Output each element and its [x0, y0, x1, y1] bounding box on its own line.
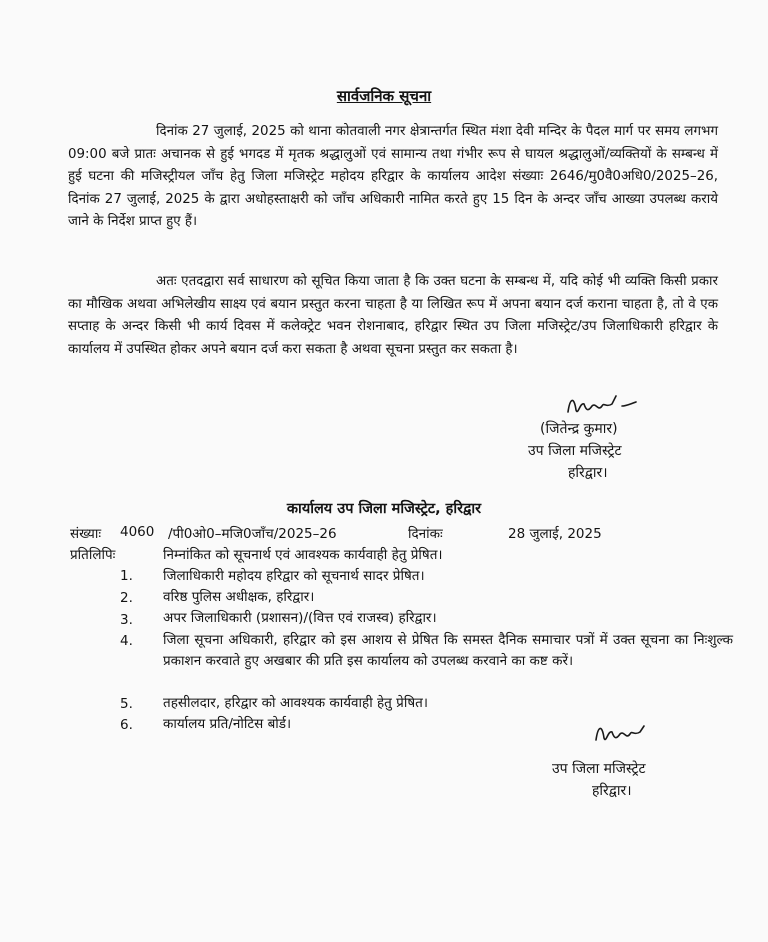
notice-paragraph-2: अतः एतदद्वारा सर्व साधारण को सूचित किया जाता है कि उक्त घटना के सम्बन्ध में, यदि कोई भी व्यक्ति किसी प्रकार का मौखिक अथवा अभिलेखीय साक्ष्य एवं बयान प्रस्तुत करना चाहता है या लिखित रूप में अपना बयान दर्ज कराना चाहता है, तो वे एक सप्ताह के अन्दर किसी भी कार्य दिवस में कलेक्ट्रेट भवन रोशनाबाद, हरिद्वार स्थित उप जिला मजिस्ट्रेट/उप जिलाधिकारी हरिद्वार के कार्यालय में उपस्थित होकर अपने बयान दर्ज करा सकता है अथवा सूचना प्रस्तुत कर सकता है।	[68, 274, 718, 357]
list-item-text: कार्यालय प्रति/नोटिस बोर्ड।	[163, 716, 292, 732]
list-item-text: जिला सूचना अधिकारी, हरिद्वार को इस आशय से प्रेषित कि समस्त दैनिक समाचार पत्रों में उक्त सूचना का निःशुल्क प्रकाशन करवाते हुए अखबार की प्रति इस कार्यालय को उपलब्ध करवाने का कष्ट करें।	[163, 632, 733, 669]
signature-block-2	[552, 758, 646, 802]
ref-code: /पी0ओ0–मजि0जाँच/2025–26	[168, 526, 337, 542]
date-label: दिनांकः	[408, 526, 443, 542]
notice-heading-text: सार्वजनिक सूचना	[336, 87, 432, 105]
list-item-text: वरिष्ठ पुलिस अधीक्षक, हरिद्वार।	[163, 589, 315, 605]
signatory-place: हरिद्वार।	[568, 465, 608, 481]
signatory-place: हरिद्वार।	[592, 783, 632, 799]
signature-2	[592, 720, 672, 752]
notice-heading	[0, 86, 768, 106]
ref-number: 4060	[120, 524, 155, 540]
list-item-number: 5.	[120, 696, 133, 712]
list-item-text: अपर जिलाधिकारी (प्रशासन)/(वित्त एवं राजस्व) हरिद्वार।	[163, 610, 437, 626]
list-item-text: तहसीलदार, हरिद्वार को आवश्यक कार्यवाही हेतु प्रेषित।	[163, 695, 428, 711]
list-item-number: 3.	[120, 612, 133, 628]
list-item-number: 6.	[120, 717, 133, 733]
list-item-number: 1.	[120, 568, 133, 584]
ref-label: संख्याः	[70, 526, 102, 542]
ref-date: 28 जुलाई, 2025	[508, 526, 602, 542]
office-title: कार्यालय उप जिला मजिस्ट्रेट, हरिद्वार	[286, 501, 482, 517]
signature-block-1	[528, 418, 622, 484]
signatory-title: उप जिला मजिस्ट्रेट	[528, 443, 622, 459]
copy-intro: निम्नांकित को सूचनार्थ एवं आवश्यक कार्यवाही हेतु प्रेषित।	[163, 547, 443, 563]
copy-label: प्रतिलिपिः	[70, 547, 116, 563]
list-item-text: जिलाधिकारी महोदय हरिद्वार को सूचनार्थ सादर प्रेषित।	[163, 568, 425, 584]
signatory-name: (जितेन्द्र कुमार)	[540, 421, 618, 437]
list-item-number: 4.	[120, 633, 133, 649]
notice-paragraph-1: दिनांक 27 जुलाई, 2025 को थाना कोतवाली नगर क्षेत्रान्तर्गत स्थित मंशा देवी मन्दिर के पैदल मार्ग पर समय लगभग 09:00 बजे प्रातः अचानक से हुई भगदड में मृतक श्रद्धालुओं एवं सामान्य तथा गंभीर रूप से घायल श्रद्धालुओं/व्यक्तियों के सम्बन्ध में हुई घटना की मजिस्ट्रीयल जाँच हेतु जिला मजिस्ट्रेट महोदय हरिद्वार के कार्यालय आदेश संख्याः 2646/मु0वै0अधि0/2025–26, दिनांक 27 जुलाई, 2025 के द्वारा अधोहस्ताक्षरी को जाँच अधिकारी नामित करते हुए 15 दिन के अन्दर जाँच आख्या उपलब्ध कराये जाने के निर्देश प्राप्त हुए हैं।	[68, 124, 718, 229]
signatory-title: उप जिला मजिस्ट्रेट	[552, 761, 646, 777]
list-item-number: 2.	[120, 590, 133, 606]
